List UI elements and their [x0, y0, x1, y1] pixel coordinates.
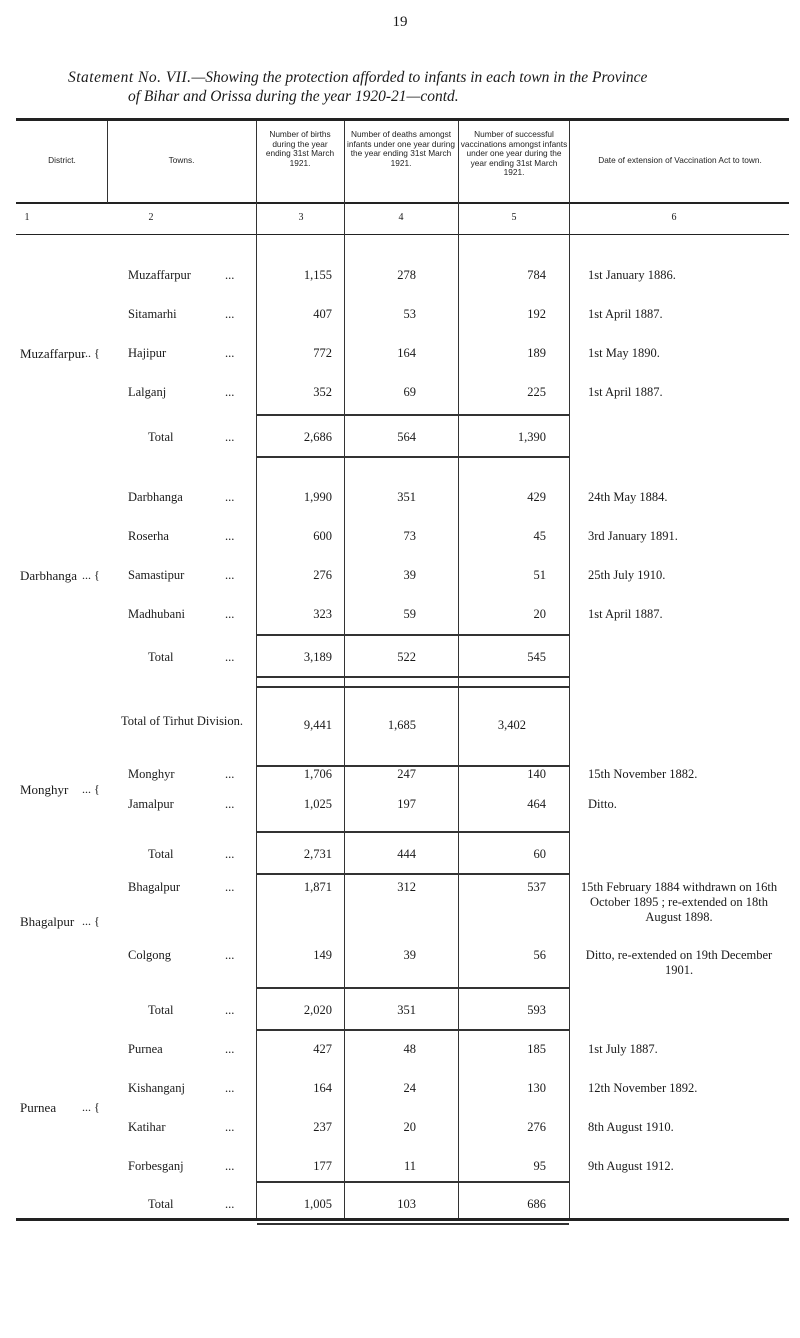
deaths-value: 24: [403, 1081, 416, 1095]
deaths-value: 312: [397, 880, 416, 894]
total-deaths: 522: [397, 650, 416, 664]
extension-date: 1st July 1887.: [588, 1042, 658, 1056]
column-number: 4: [398, 212, 404, 223]
total-births: 3,189: [303, 650, 332, 664]
leader-dots: ...: [225, 650, 235, 664]
top-rule: [16, 118, 789, 121]
leader-dots: ...: [225, 797, 235, 811]
statement-number: Statement No. VII.: [68, 69, 192, 86]
town-name: Kishanganj: [128, 1081, 185, 1095]
total-label: Total: [148, 847, 174, 861]
births-value: 164: [313, 1081, 332, 1095]
deaths-value: 247: [397, 767, 416, 781]
header-vaccinations: Number of successful vaccinations amongst infants under one year during the year ending 31st March 1921.: [460, 129, 568, 177]
leader-dots: ...: [225, 1120, 235, 1134]
total-rule: [257, 873, 569, 875]
leader-dots: ...: [225, 767, 235, 781]
deaths-value: 351: [397, 490, 416, 504]
deaths-value: 73: [403, 529, 416, 543]
total-deaths: 351: [397, 1003, 416, 1017]
district-brace: ... {: [82, 782, 100, 796]
town-name: Roserha: [128, 529, 169, 543]
extension-date: 25th July 1910.: [588, 568, 666, 582]
leader-dots: ...: [225, 268, 235, 282]
page-number: 19: [392, 14, 408, 30]
division-total-births: 9,441: [303, 718, 332, 732]
total-vaccinations: 60: [533, 847, 546, 861]
births-value: 323: [313, 607, 332, 621]
district-name: Darbhanga: [20, 568, 78, 583]
town-name: Muzaffarpur: [128, 268, 191, 282]
leader-dots: ...: [225, 1042, 235, 1056]
title-line-1: —Showing the protection afforded to infants in each town in the Province: [191, 69, 648, 86]
town-name: Lalganj: [128, 385, 167, 399]
town-name: Bhagalpur: [128, 880, 181, 894]
deaths-value: 20: [403, 1120, 416, 1134]
district-brace: ... {: [82, 914, 100, 928]
births-value: 772: [313, 346, 332, 360]
vaccinations-value: 192: [527, 307, 546, 321]
deaths-value: 197: [397, 797, 416, 811]
vaccinations-value: 537: [527, 880, 546, 894]
deaths-value: 164: [397, 346, 416, 360]
header-deaths: Number of deaths amongst infants under one year during the year ending 31st March 1921.: [347, 129, 455, 168]
total-deaths: 444: [397, 847, 416, 861]
vaccinations-value: 225: [527, 385, 546, 399]
extension-date: Ditto.: [588, 797, 617, 811]
extension-date: 12th November 1892.: [588, 1081, 698, 1095]
births-value: 352: [313, 385, 332, 399]
district-brace: ... {: [82, 1100, 100, 1114]
vaccinations-value: 20: [533, 607, 546, 621]
total-rule: [257, 831, 569, 833]
total-deaths: 564: [397, 430, 416, 444]
district-brace: ... {: [82, 568, 100, 582]
town-name: Samastipur: [128, 568, 185, 582]
vaccinations-value: 140: [527, 767, 546, 781]
header-births: Number of births during the year ending 31st March 1921.: [265, 129, 335, 168]
leader-dots: ...: [225, 490, 235, 504]
town-name: Monghyr: [128, 767, 175, 781]
deaths-value: 53: [403, 307, 416, 321]
header-rule: [16, 202, 789, 204]
vaccinations-value: 276: [527, 1120, 546, 1134]
births-value: 1,871: [303, 880, 332, 894]
total-rule: [257, 634, 569, 636]
leader-dots: ...: [225, 346, 235, 360]
header-towns: Towns.: [168, 155, 195, 165]
town-name: Madhubani: [128, 607, 185, 621]
births-value: 276: [313, 568, 332, 582]
births-value: 1,990: [303, 490, 332, 504]
vaccinations-value: 130: [527, 1081, 546, 1095]
colnum-rule: [16, 234, 789, 235]
column-divider: [569, 121, 570, 1218]
leader-dots: ...: [225, 607, 235, 621]
vaccinations-value: 464: [527, 797, 546, 811]
total-label: Total: [148, 650, 174, 664]
leader-dots: ...: [225, 568, 235, 582]
extension-date: 3rd January 1891.: [588, 529, 678, 543]
leader-dots: ...: [225, 529, 235, 543]
column-number: 6: [671, 212, 677, 223]
total-births: 2,731: [303, 847, 332, 861]
extension-date: 1st May 1890.: [588, 346, 660, 360]
district-name: Bhagalpur: [20, 914, 75, 929]
extension-date: 1st January 1886.: [588, 268, 676, 282]
extension-date: 15th February 1884 withdrawn on 16th October 1895 ; re-extended on 18th August 1898.: [580, 880, 778, 924]
deaths-value: 11: [403, 1159, 416, 1173]
leader-dots: ...: [225, 1159, 235, 1173]
total-rule: [257, 1223, 569, 1225]
division-total-label: Total of Tirhut Division.: [120, 714, 244, 728]
extension-date: Ditto, re-extended on 19th December 1901.: [585, 948, 773, 977]
column-number: 2: [148, 212, 154, 223]
births-value: 1,706: [303, 767, 332, 781]
vaccinations-value: 45: [533, 529, 546, 543]
vaccinations-value: 56: [533, 948, 546, 962]
extension-date: 24th May 1884.: [588, 490, 668, 504]
vaccinations-value: 185: [527, 1042, 546, 1056]
births-value: 1,155: [303, 268, 332, 282]
total-label: Total: [148, 1003, 174, 1017]
bottom-rule: [16, 1218, 789, 1221]
leader-dots: ...: [225, 847, 235, 861]
vaccinations-value: 51: [533, 568, 546, 582]
leader-dots: ...: [225, 1081, 235, 1095]
column-number: 5: [511, 212, 517, 223]
town-name: Katihar: [128, 1120, 166, 1134]
town-name: Darbhanga: [128, 490, 183, 504]
town-name: Colgong: [128, 948, 172, 962]
total-vaccinations: 686: [527, 1197, 546, 1211]
district-name: Muzaffarpur: [20, 346, 86, 361]
district-name: Monghyr: [20, 782, 69, 797]
header-district: District.: [48, 155, 76, 165]
extension-date: 1st April 1887.: [588, 385, 663, 399]
total-rule: [257, 676, 569, 678]
extension-date: 9th August 1912.: [588, 1159, 674, 1173]
total-deaths: 103: [397, 1197, 416, 1211]
total-rule: [257, 1029, 569, 1031]
deaths-value: 278: [397, 268, 416, 282]
town-name: Purnea: [128, 1042, 163, 1056]
title-line-2: of Bihar and Orissa during the year 1920-21—contd.: [128, 88, 459, 105]
total-vaccinations: 1,390: [517, 430, 546, 444]
division-total-deaths: 1,685: [387, 718, 416, 732]
total-births: 2,020: [303, 1003, 332, 1017]
column-number: 3: [298, 212, 304, 223]
leader-dots: ...: [225, 1197, 235, 1211]
deaths-value: 69: [403, 385, 416, 399]
leader-dots: ...: [225, 1003, 235, 1017]
leader-dots: ...: [225, 430, 235, 444]
town-name: Hajipur: [128, 346, 167, 360]
extension-date: 1st April 1887.: [588, 307, 663, 321]
births-value: 1,025: [303, 797, 332, 811]
total-label: Total: [148, 430, 174, 444]
division-total-vaccinations: 3,402: [497, 718, 526, 732]
deaths-value: 59: [403, 607, 416, 621]
total-births: 1,005: [303, 1197, 332, 1211]
district-name: Purnea: [20, 1100, 57, 1115]
vaccinations-value: 429: [527, 490, 546, 504]
leader-dots: ...: [225, 880, 235, 894]
births-value: 427: [313, 1042, 332, 1056]
births-value: 149: [313, 948, 332, 962]
births-value: 600: [313, 529, 332, 543]
total-births: 2,686: [303, 430, 332, 444]
town-name: Sitamarhi: [128, 307, 177, 321]
vaccinations-value: 189: [527, 346, 546, 360]
total-vaccinations: 545: [527, 650, 546, 664]
town-name: Jamalpur: [128, 797, 174, 811]
town-name: Forbesganj: [128, 1159, 184, 1173]
deaths-value: 48: [403, 1042, 416, 1056]
total-vaccinations: 593: [527, 1003, 546, 1017]
column-number: 1: [24, 212, 30, 223]
births-value: 407: [313, 307, 332, 321]
extension-date: 15th November 1882.: [588, 767, 698, 781]
district-brace: ... {: [82, 346, 100, 360]
vaccinations-value: 784: [527, 268, 546, 282]
extension-date: 1st April 1887.: [588, 607, 663, 621]
births-value: 237: [313, 1120, 332, 1134]
total-rule: [257, 1181, 569, 1183]
leader-dots: ...: [225, 385, 235, 399]
leader-dots: ...: [225, 307, 235, 321]
births-value: 177: [313, 1159, 332, 1173]
deaths-value: 39: [403, 568, 416, 582]
header-extension: Date of extension of Vaccination Act to town.: [598, 155, 762, 165]
total-rule: [257, 686, 569, 688]
total-label: Total: [148, 1197, 174, 1211]
leader-dots: ...: [225, 948, 235, 962]
extension-date: 8th August 1910.: [588, 1120, 674, 1134]
total-rule: [257, 987, 569, 989]
deaths-value: 39: [403, 948, 416, 962]
vaccinations-value: 95: [533, 1159, 546, 1173]
statement-title: [68, 68, 788, 106]
total-rule: [257, 456, 569, 458]
total-rule: [257, 414, 569, 416]
